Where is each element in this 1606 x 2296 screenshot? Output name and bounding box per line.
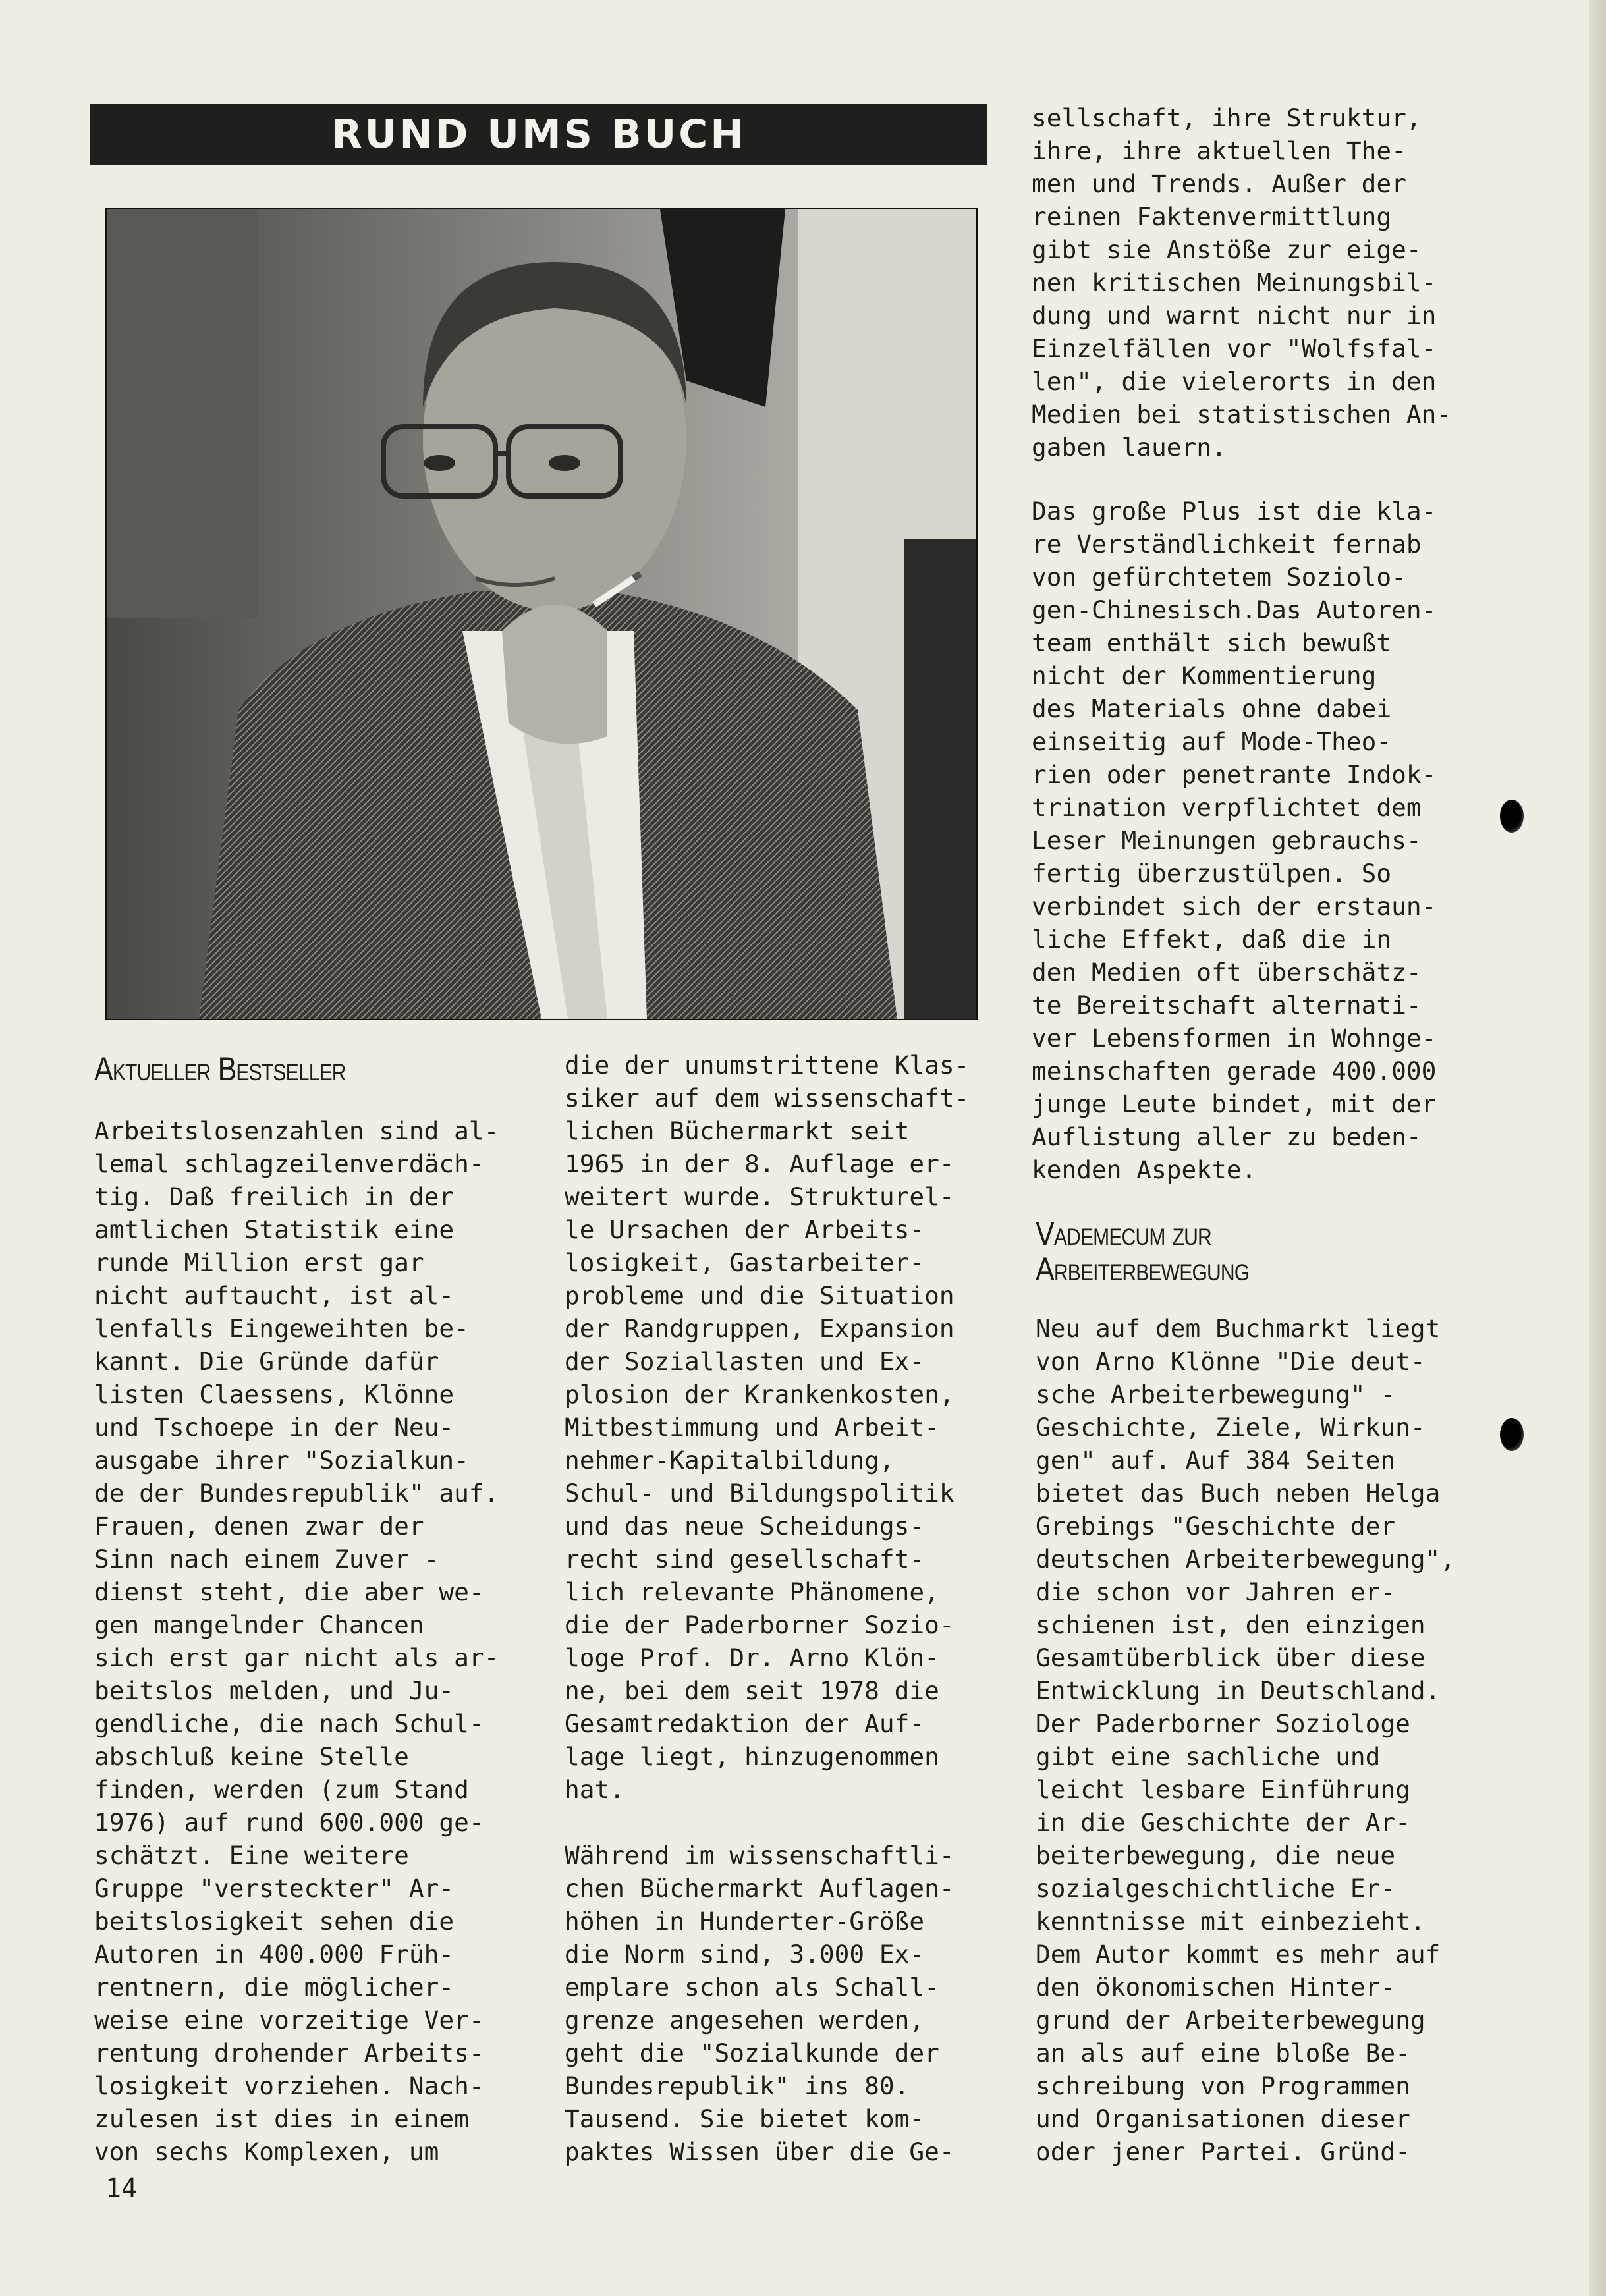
article-column-3-top: sellschaft, ihre Struktur, ihre, ihre aktuellen The- men und Trends. Außer der reinen Faktenvermittlung gibt sie Anstöße zur eige- nen kritischen Meinungsbil- dung und warnt nicht nur in Einzelfällen vor "Wolfsfal- len", die vielerorts in den Medien bei statistischen An- gaben lauern. (1032, 103, 1452, 462)
article-column-3-bottom: Neu auf dem Buchmarkt liegt von Arno Klönne "Die deut- sche Arbeiterbewegung" - Geschichte, Ziele, Wirkun- gen" auf. Auf 384 Seiten bietet das Buch neben Helga Grebings "Geschichte der deutschen Arbeiterbewegung", die schon vor Jahren er- schienen ist, den einzigen Gesamtüberblick über diese Entwicklung in Deutschland. Der Paderborner Soziologe gibt eine sachliche und leicht lesbare Einführung in die Geschichte der Ar- beiterbewegung, die neue sozialgeschichtliche Er- kenntnisse mit einbezieht. Dem Autor kommt es mehr auf den ökonomischen Hinter- grund der Arbeiterbewegung an als auf eine bloße Be- schreibung von Programmen und Organisationen dieser oder jener Partei. Gründ- (1036, 1314, 1456, 2166)
article-column-1: Arbeitslosenzahlen sind al- lemal schlagzeilenverdäch- tig. Daß freilich in der amtlichen Statistik eine runde Million erst gar nicht auftaucht, ist al- lenfalls Eingeweihten be- kannt. Die Gründe dafür listen Claessens, Klönne und Tschoepe in der Neu- ausgabe ihrer "Sozialkun- de der Bundesrepublik" auf. Frauen, denen zwar der Sinn nach einem Zuver - dienst steht, die aber we- gen mangelnder Chancen sich erst gar nicht als ar- beitslos melden, und Ju- gendliche, die nach Schul- abschluß keine Stelle finden, werden (zum Stand 1976) auf rund 600.000 ge- schätzt. Eine weitere Gruppe "versteckter" Ar- beitslosigkeit sehen die Autoren in 400.000 Früh- rentnern, die möglicher- weise eine vorzeitige Ver- rentung drohender Arbeits- losigkeit vorziehen. Nach- zulesen ist dies in einem von sechs Komplexen, um (94, 1116, 499, 2166)
article-heading-bestseller: Aktueller Bestseller (94, 1051, 346, 1087)
section-header-bar (90, 104, 987, 165)
page-number: 14 (105, 2173, 138, 2204)
section-header-title: RUND UMS BUCH (331, 111, 746, 157)
article-column-2: die der unumstrittene Klas- siker auf dem wissenschaft- lichen Büchermarkt seit 1965 in der 8. Auflage er- weitert wurde. Strukturel- le Ursachen der Arbeits- losigkeit, Gastarbeiter- probleme und die Situation der Randgruppen, Expansion der Soziallasten und Ex- plosion der Krankenkosten, Mitbestimmung und Arbeit- nehmer-Kapitalbildung, Schul- und Bildungspolitik und das neue Scheidungs- recht sind gesellschaft- lich relevante Phänomene, die der Paderborner Sozio- loge Prof. Dr. Arno Klön- ne, bei dem seit 1978 die Gesamtredaktion der Auf- lage liegt, hinzugenommen hat. Während im wissenschaftli- chen Büchermarkt Auflagen- höhen in Hunderter-Größe die Norm sind, 3.000 Ex- emplare schon als Schall- grenze angesehen werden, geht die "Sozialkunde der Bundesrepublik" ins 80. Tausend. Sie bietet kom- paktes Wissen über die Ge- (565, 1051, 970, 2166)
author-portrait-photo (105, 208, 978, 1020)
punch-hole-icon (1500, 800, 1524, 833)
article-column-3-mid: Das große Plus ist die kla- re Verständlichkeit fernab von gefürchtetem Soziolo- gen-Chinesisch.Das Autoren- team enthält sich bewußt nicht der Kommentierung des Materials ohne dabei einseitig auf Mode-Theo- rien oder penetrante Indok- trination verpflichtet dem Leser Meinungen gebrauchs- fertig überzustülpen. So verbindet sich der erstaun- liche Effekt, daß die in den Medien oft überschätz- te Bereitschaft alternati- ver Lebensformen in Wohnge- meinschaften gerade 400.000 junge Leute bindet, mit der Auflistung aller zu beden- kenden Aspekte. (1032, 497, 1437, 1184)
page-edge (1589, 0, 1606, 2296)
punch-hole-icon (1500, 1418, 1524, 1451)
portrait-photo-icon (107, 209, 976, 1019)
article-heading-vademecum: Vademecum zur Arbeiterbewegung (1036, 1215, 1250, 1288)
